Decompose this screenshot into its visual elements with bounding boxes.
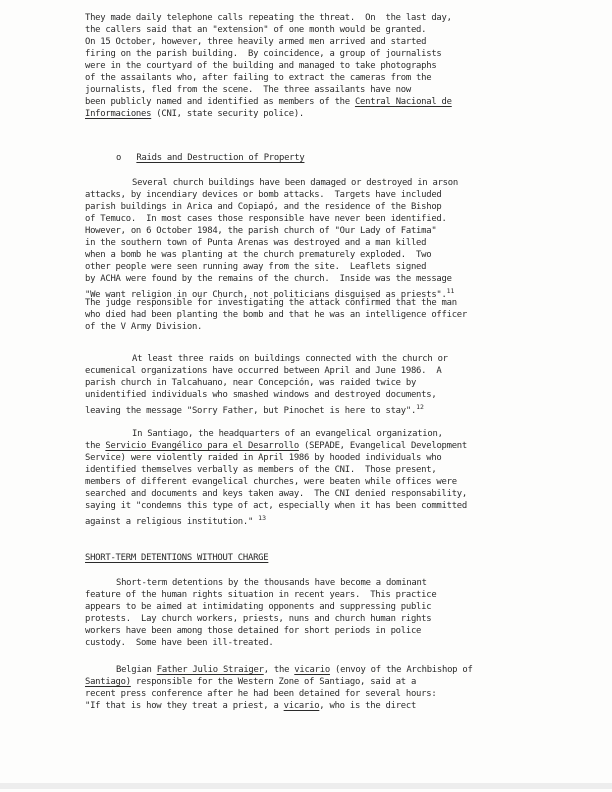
text-line: parish church in Talcahuano, near Concepción, was raided twice by xyxy=(85,378,417,388)
text-span: against a religious institution." xyxy=(85,517,259,527)
text-line: Short-term detentions by the thousands have become a dominant xyxy=(116,578,427,588)
text-line: protests. Lay church workers, priests, nuns and church human rights xyxy=(85,614,432,624)
text-line: identified themselves verbally as members of the CNI. Those present, xyxy=(85,465,437,475)
text-line: custody. Some have been ill-treated. xyxy=(85,638,274,648)
text-line: They made daily telephone calls repeating the threat. On the last day, xyxy=(85,13,452,23)
text-line: On 15 October, however, three heavily armed men arrived and started xyxy=(85,37,427,47)
text-line: searched and documents and keys taken away. The CNI denied responsability, xyxy=(85,489,467,499)
text-span: (envoy of the Archbishop of xyxy=(329,665,473,675)
text-line: who died had been planting the bomb and that he was an intelligence officer xyxy=(85,310,467,320)
text-line xyxy=(85,401,424,417)
text-span: , the xyxy=(263,665,295,675)
text-line: Service) were violently raided in April 1986 by hooded individuals who xyxy=(85,453,442,463)
text-span: (SEPADE, Evangelical Development xyxy=(298,441,467,451)
text-line: parish buildings in Arica and Copiapó, and the residence of the Bishop xyxy=(85,202,442,212)
text-line: journalists, fled from the scene. The three assailants have now xyxy=(85,85,411,95)
bullet-marker: o xyxy=(116,153,122,163)
underlined-term: Servicio Evangélico para el Desarrollo xyxy=(105,441,299,451)
section-heading-raids xyxy=(116,152,304,164)
underlined-term: vicario xyxy=(283,701,320,711)
text-line: of the assailants who, after failing to extract the cameras from the xyxy=(85,73,432,83)
text-span: the xyxy=(85,441,106,451)
footnote-ref: 11 xyxy=(446,287,455,295)
text-line: by ACHA were found by the remains of the church. Inside was the message xyxy=(85,274,452,284)
underlined-term: vicario xyxy=(294,665,330,675)
text-line: However, on 6 October 1984, the parish church of "Our Lady of Fatima" xyxy=(85,226,437,236)
text-line: ecumenical organizations have occurred between April and June 1986. A xyxy=(85,366,442,376)
text-line: feature of the human rights situation in recent years. This practice xyxy=(85,590,437,600)
text-line: members of different evangelical churches, were beaten while offices were xyxy=(85,477,457,487)
text-line xyxy=(85,700,416,712)
text-line xyxy=(116,664,473,676)
text-line: unidentified individuals who smashed windows and destroyed documents, xyxy=(85,390,437,400)
text-line: In Santiago, the headquarters of an evangelical organization, xyxy=(132,429,443,439)
text-line xyxy=(85,108,304,120)
footnote-ref: 12 xyxy=(416,403,424,411)
text-span: leaving the message "Sorry Father, but Pinochet is here to stay". xyxy=(85,406,417,416)
text-span: "We want religion in our Church, not politicians disguised as priests". xyxy=(85,290,447,300)
text-span: "If that is how they treat a priest, a xyxy=(85,701,284,711)
underlined-term: Santiago) xyxy=(85,677,131,687)
section-heading-detentions xyxy=(85,552,268,564)
text-line: attacks, by incendiary devices or bomb attacks. Targets have included xyxy=(85,190,442,200)
text-span: , who is the direct xyxy=(319,701,417,711)
heading-label: Raids and Destruction of Property xyxy=(136,153,305,163)
text-line: when a bomb he was planting at the church prematurely exploded. Two xyxy=(85,250,432,260)
footnote-ref: 13 xyxy=(258,514,266,522)
text-span: (CNI, state security police). xyxy=(151,109,305,119)
text-line: were in the courtyard of the building and managed to take photographs xyxy=(85,61,437,71)
underlined-term: Informaciones xyxy=(85,109,152,119)
text-line: in the southern town of Punta Arenas was destroyed and a man killed xyxy=(85,238,427,248)
underlined-term: Central Nacional de xyxy=(354,97,452,107)
text-line: the callers said that an "extension" of one month would be granted. xyxy=(85,25,427,35)
text-line xyxy=(85,440,467,452)
text-line: appears to be aimed at intimidating opponents and suppressing public xyxy=(85,602,432,612)
text-line: The judge responsible for investigating the attack confirmed that the man xyxy=(85,298,457,308)
text-line: of the V Army Division. xyxy=(85,322,203,332)
text-line: recent press conference after he had been detained for several hours: xyxy=(85,689,437,699)
underlined-term: Father Julio Straiger xyxy=(156,665,264,675)
scan-bottom-edge xyxy=(0,783,612,789)
text-line: firing on the parish building. By coincidence, a group of journalists xyxy=(85,49,442,59)
text-span: responsible for the Western Zone of Santiago, said at a xyxy=(130,677,417,687)
text-line: other people were seen running away from the site. Leaflets signed xyxy=(85,262,427,272)
text-line: workers have been among those detained for short periods in police xyxy=(85,626,422,636)
text-line: At least three raids on buildings connected with the church or xyxy=(132,354,448,364)
text-line xyxy=(85,512,266,528)
text-line: of Temuco. In most cases those responsible have never been identified. xyxy=(85,214,447,224)
text-span: been publicly named and identified as members of the xyxy=(85,97,355,107)
text-line xyxy=(85,96,452,108)
heading-label: SHORT-TERM DETENTIONS WITHOUT CHARGE xyxy=(85,553,269,563)
text-line: Several church buildings have been damaged or destroyed in arson xyxy=(132,178,458,188)
text-line xyxy=(85,676,416,688)
text-span: Belgian xyxy=(116,665,157,675)
text-line: saying it "condemns this type of act, especially when it has been committed xyxy=(85,501,467,511)
